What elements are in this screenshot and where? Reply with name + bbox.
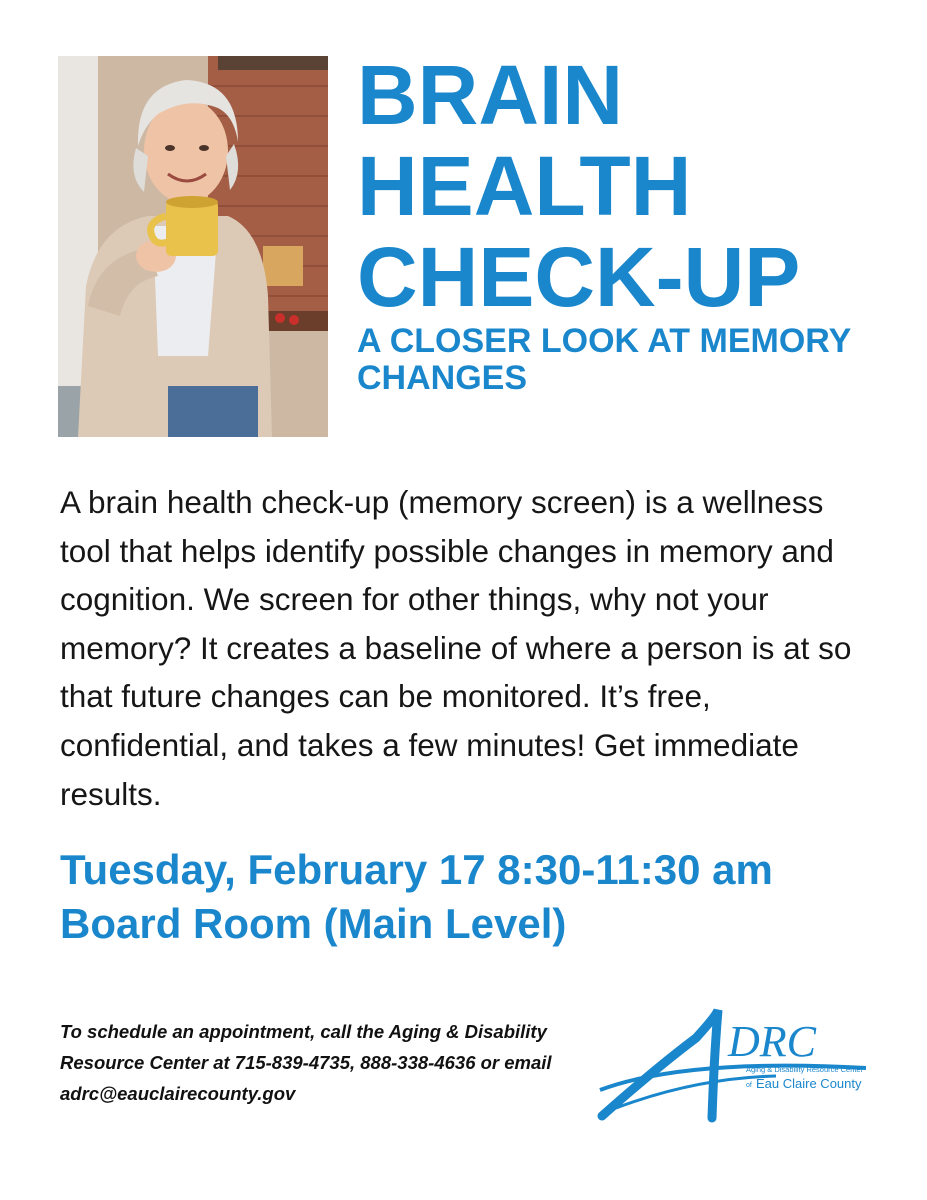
logo-mark-text: DRC <box>728 1017 816 1066</box>
subtitle: A CLOSER LOOK AT MEMORY CHANGES <box>357 322 851 397</box>
senior-woman-photo <box>58 56 328 437</box>
logo-line2-prefix: of <box>746 1082 752 1089</box>
adrc-logo-graphic <box>596 998 876 1128</box>
logo-line2: Eau Claire County <box>756 1076 862 1091</box>
title-line-2: HEALTH <box>357 139 692 233</box>
title-block <box>357 50 897 397</box>
event-location: Board Room (Main Level) <box>60 900 567 947</box>
title-line-1: BRAIN <box>357 48 623 142</box>
photo-illustration <box>58 56 328 437</box>
event-details <box>60 843 880 951</box>
event-datetime: Tuesday, February 17 8:30-11:30 am <box>60 846 773 893</box>
logo-line1: Aging & Disability Resource Center <box>746 1065 864 1074</box>
title-line-3: CHECK-UP <box>357 230 801 324</box>
contact-info: To schedule an appointment, call the Aging & Disability Resource Center at 715-839-4735, 888-338-4636 or email adrc@eauclairecounty.gov <box>60 1021 552 1104</box>
adrc-logo <box>596 998 876 1128</box>
description-paragraph: A brain health check-up (memory screen) is a wellness tool that helps identify possible changes in memory and cognition. We screen for other things, why not your memory? It creates a baseline of where a person is at so that future changes can be monitored. It’s free, confidential, and takes a few minutes! Get immediate results. <box>60 484 852 812</box>
